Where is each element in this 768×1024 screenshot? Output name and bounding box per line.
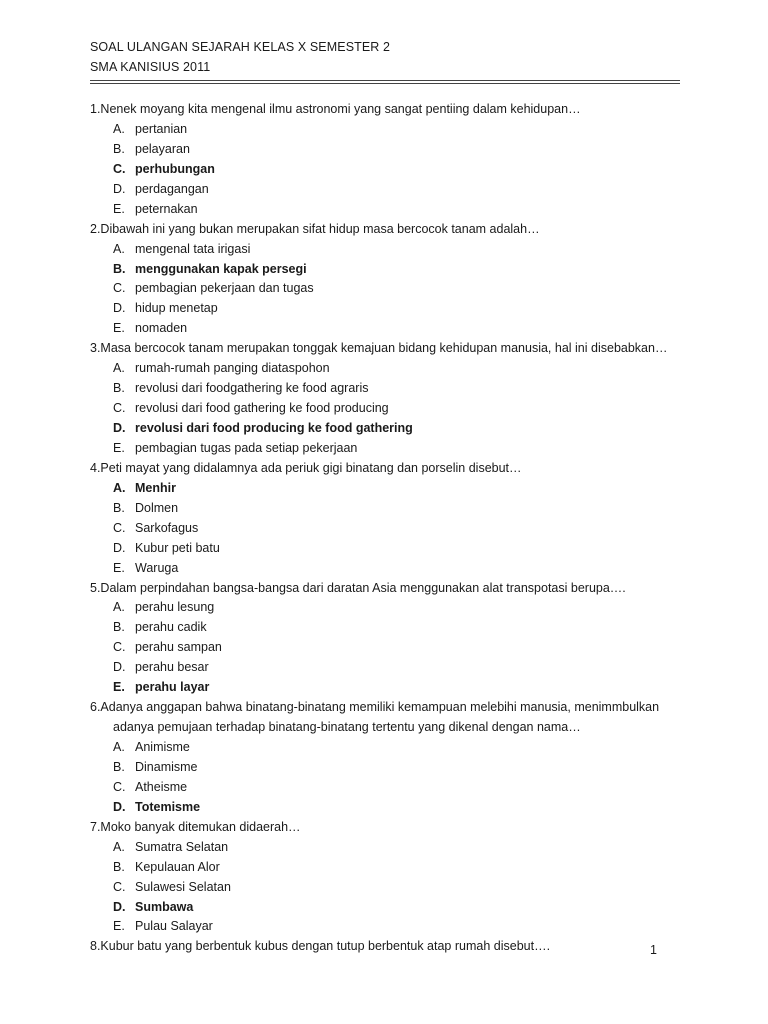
option-text: perahu lesung <box>135 600 215 615</box>
option-letter: B. <box>113 141 125 156</box>
answer-option <box>90 758 680 778</box>
answer-option <box>90 240 680 260</box>
option-text: Waruga <box>135 560 179 575</box>
option-letter: C. <box>113 520 126 535</box>
option-letter: C. <box>113 161 126 176</box>
answer-option <box>90 738 680 758</box>
option-letter: B. <box>113 620 125 635</box>
answer-option <box>90 658 680 678</box>
answer-option <box>90 319 680 339</box>
answer-option <box>90 379 680 399</box>
option-letter: B. <box>113 261 126 276</box>
answer-option <box>90 200 680 220</box>
header-rule-top <box>90 80 680 81</box>
option-letter: C. <box>113 640 126 655</box>
option-letter: E. <box>113 201 125 216</box>
question-text: 5.Dalam perpindahan bangsa-bangsa dari daratan Asia menggunakan alat transpotasi berupa…. <box>90 580 626 595</box>
answer-option <box>90 858 680 878</box>
document-header <box>90 37 390 77</box>
answer-option <box>90 917 680 937</box>
option-text: pembagian tugas pada setiap pekerjaan <box>135 440 358 455</box>
option-letter: C. <box>113 401 126 416</box>
option-letter: D. <box>113 421 126 435</box>
option-letter: A. <box>113 600 125 615</box>
answer-option <box>90 678 680 698</box>
option-text: menggunakan kapak persegi <box>135 261 307 276</box>
option-text: Atheisme <box>135 779 188 794</box>
answer-option <box>90 299 680 319</box>
answer-option <box>90 160 680 180</box>
question-text: 8.Kubur batu yang berbentuk kubus dengan tutup berbentuk atap rumah disebut…. <box>90 939 551 954</box>
option-letter: E. <box>113 440 125 455</box>
option-letter: C. <box>113 879 126 894</box>
option-letter: D. <box>113 301 126 316</box>
option-letter: D. <box>113 899 126 914</box>
option-letter: B. <box>113 381 125 396</box>
option-text: perahu layar <box>135 680 210 695</box>
option-text: perahu sampan <box>135 640 222 655</box>
option-letter: E. <box>113 919 125 934</box>
option-letter: B. <box>113 500 125 515</box>
option-letter: E. <box>113 321 125 336</box>
option-letter: A. <box>113 121 125 136</box>
question-text: 6.Adanya anggapan bahwa binatang-binatang memiliki kemampuan melebihi manusia, menimmbulkan <box>90 700 660 715</box>
option-text: Sumatra Selatan <box>135 839 229 854</box>
option-text: Sulawesi Selatan <box>135 879 231 894</box>
answer-option <box>90 499 680 519</box>
question-text: 7.Moko banyak ditemukan didaerah… <box>90 819 301 834</box>
answer-option <box>90 798 680 818</box>
answer-option <box>90 260 680 280</box>
answer-option <box>90 598 680 618</box>
answer-option <box>90 279 680 299</box>
option-text: Kubur peti batu <box>135 540 220 555</box>
option-letter: C. <box>113 281 126 296</box>
answer-option <box>90 618 680 638</box>
option-text: Sumbawa <box>135 899 194 914</box>
header-title: SOAL ULANGAN SEJARAH KELAS X SEMESTER 2 <box>90 40 391 54</box>
question-text: adanya pemujaan terhadap binatang-binatang tertentu yang dikenal dengan nama… <box>113 720 581 735</box>
answer-option <box>90 778 680 798</box>
option-text: Totemisme <box>135 799 201 814</box>
answer-option <box>90 399 680 419</box>
answer-option <box>90 479 680 499</box>
option-letter: A. <box>113 241 125 256</box>
answer-option <box>90 419 680 439</box>
option-text: Pulau Salayar <box>135 919 213 934</box>
option-letter: B. <box>113 859 125 874</box>
option-text: hidup menetap <box>135 301 218 316</box>
answer-option <box>90 180 680 200</box>
option-letter: D. <box>113 181 126 196</box>
answer-option <box>90 898 680 918</box>
option-text: Animisme <box>135 740 190 754</box>
option-text: perhubungan <box>135 161 215 176</box>
option-letter: D. <box>113 540 126 555</box>
option-text: pelayaran <box>135 141 190 156</box>
option-letter: A. <box>113 480 126 495</box>
answer-option <box>90 559 680 579</box>
option-text: peternakan <box>135 201 198 216</box>
option-text: Menhir <box>135 480 176 495</box>
option-letter: A. <box>113 839 125 854</box>
option-letter: B. <box>113 759 125 774</box>
option-text: Dinamisme <box>135 759 198 774</box>
answer-option <box>90 638 680 658</box>
option-text: nomaden <box>135 321 188 336</box>
page-number: 1 <box>650 943 657 957</box>
option-text: Kepulauan Alor <box>135 859 220 874</box>
option-text: revolusi dari foodgathering ke food agraris <box>135 381 369 396</box>
header-rule-bottom <box>90 83 680 84</box>
question-list <box>90 100 680 957</box>
option-letter: C. <box>113 779 126 794</box>
answer-option <box>90 120 680 140</box>
question-text: 4.Peti mayat yang didalamnya ada periuk gigi binatang dan porselin disebut… <box>90 460 522 475</box>
question-text: 2.Dibawah ini yang bukan merupakan sifat hidup masa bercocok tanam adalah… <box>90 221 540 236</box>
option-letter: D. <box>113 660 126 675</box>
answer-option <box>90 838 680 858</box>
option-text: perahu besar <box>135 660 209 675</box>
option-text: perahu cadik <box>135 620 207 635</box>
answer-option <box>90 539 680 559</box>
answer-option <box>90 359 680 379</box>
option-letter: D. <box>113 799 126 814</box>
option-text: revolusi dari food producing ke food gathering <box>135 421 413 435</box>
option-text: rumah-rumah panging diataspohon <box>135 361 330 376</box>
option-letter: E. <box>113 560 125 575</box>
option-text: pembagian pekerjaan dan tugas <box>135 281 314 296</box>
answer-option <box>90 519 680 539</box>
option-text: Dolmen <box>135 500 179 515</box>
answer-option <box>90 439 680 459</box>
option-text: perdagangan <box>135 181 209 196</box>
option-letter: A. <box>113 361 125 376</box>
answer-option <box>90 878 680 898</box>
option-text: pertanian <box>135 121 188 136</box>
question-text: 3.Masa bercocok tanam merupakan tonggak kemajuan bidang kehidupan manusia, hal ini disebabkan… <box>90 341 668 356</box>
option-letter: E. <box>113 680 125 695</box>
option-text: Sarkofagus <box>135 520 199 535</box>
option-letter: A. <box>113 740 125 754</box>
option-text: revolusi dari food gathering ke food producing <box>135 401 389 416</box>
option-text: mengenal tata irigasi <box>135 241 251 256</box>
answer-option <box>90 140 680 160</box>
question-text: 1.Nenek moyang kita mengenal ilmu astronomi yang sangat pentiing dalam kehidupan… <box>90 102 581 116</box>
header-school: SMA KANISIUS 2011 <box>90 60 211 74</box>
